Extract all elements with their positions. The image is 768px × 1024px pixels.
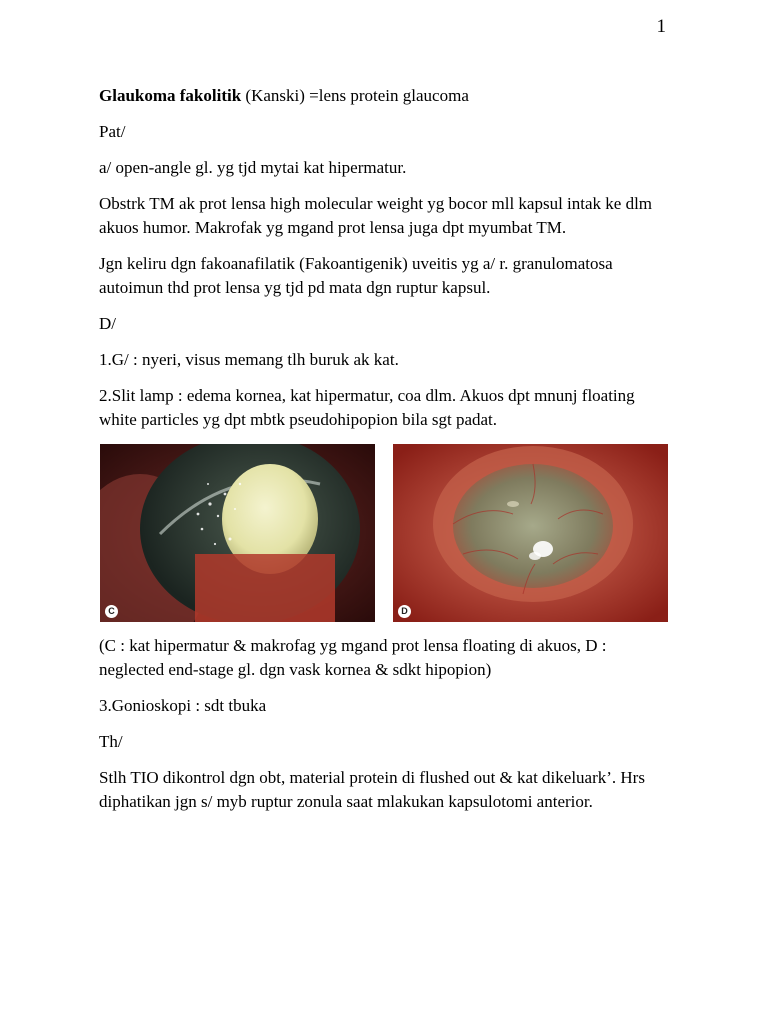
document-title: [99, 84, 659, 108]
figure-d-label: D: [398, 605, 411, 618]
document-body: [99, 84, 659, 826]
figure-c-hypermature-cataract: [100, 444, 375, 622]
figure-caption: (C : kat hipermatur & makrofag yg mgand prot lensa floating di akuos, D : neglected end-stage gl. dgn vask kornea & sdkt hipopion): [99, 636, 607, 679]
figure-c-label: C: [105, 605, 118, 618]
paragraph-differential: Jgn keliru dgn fakoanafilatik (Fakoantigenik) uveitis yg a/ r. granulomatosa autoimun thd prot lensa yg tjd pd mata dgn ruptur kapsul.: [99, 254, 613, 297]
figure-row: [99, 444, 669, 622]
paragraph-slit-lamp: 2.Slit lamp : edema kornea, kat hipermatur, coa dlm. Akuos dpt mnunj floating white particles yg dpt mbtk pseudohipopion bila sgt padat.: [99, 386, 635, 429]
paragraph-symptoms: 1.G/ : nyeri, visus memang tlh buruk ak kat.: [99, 350, 399, 369]
figure-d-end-stage-glaucoma: [393, 444, 668, 622]
paragraph-obstruction: Obstrk TM ak prot lensa high molecular weight yg bocor mll kapsul intak ke dlm akuos humor. Makrofak yg mgand prot lensa juga dpt myumbat TM.: [99, 194, 653, 237]
paragraph-therapy: Stlh TIO dikontrol dgn obt, material protein di flushed out & kat dikeluark’. Hrs diphatikan jgn s/ myb ruptur zonula saat mlakukan kapsulotomi anterior.: [99, 768, 645, 811]
title-bold: Glaukoma fakolitik: [99, 86, 242, 105]
section-pat: Pat/: [99, 122, 126, 141]
section-th: Th/: [99, 732, 123, 751]
section-d: D/: [99, 314, 116, 333]
paragraph-definition: a/ open-angle gl. yg tjd mytai kat hipermatur.: [99, 158, 407, 177]
eye-photo-c: [100, 444, 375, 622]
title-rest: (Kanski) =lens protein glaucoma: [241, 86, 469, 105]
eye-photo-d: [393, 444, 668, 622]
page-number: 1: [656, 16, 666, 37]
paragraph-gonioscopy: 3.Gonioskopi : sdt tbuka: [99, 696, 267, 715]
